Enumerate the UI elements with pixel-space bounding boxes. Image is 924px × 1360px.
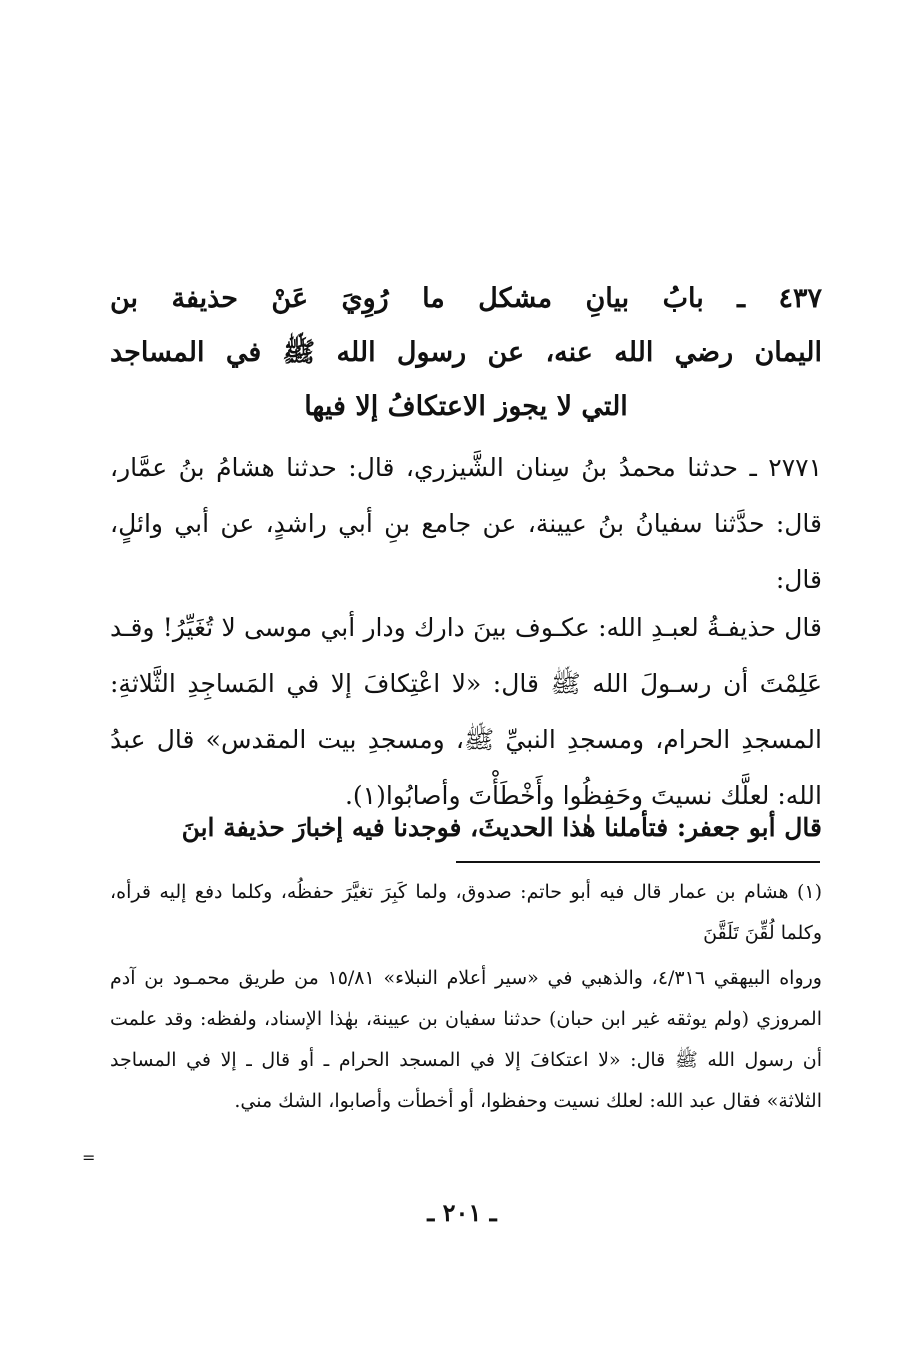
commentary-paragraph: قال أبو جعفر: فتأملنا هٰذا الحديثَ، فوجدنا فيه إخبارَ حذيفة ابنَ: [181, 813, 822, 842]
footnote-separator: [456, 861, 820, 863]
hadith-isnad: ٢٧٧١ ـ حدثنا محمدُ بنُ سِنان الشَّيزري، قال: حدثنا هشامُ بنُ عمَّار، قال: حدَّثنا سفيانُ بنُ عيينة، عن جامع بنِ أبي راشدٍ، عن أبي وائلٍ، قال:: [110, 453, 822, 594]
chapter-title: [110, 272, 822, 434]
footnote-1: (١) هشام بن عمار قال فيه أبو حاتم: صدوق، ولما كَبِرَ تغيَّرَ حفظُه، وكلما دفع إليه قرأه، وكلما لُقِّنَ تَلَقَّنَ: [110, 881, 822, 944]
chapter-title-line-1: ٤٣٧ ـ بابُ بيانِ مشكل ما رُوِيَ عَنْ حذيفة بن: [110, 283, 822, 314]
chapter-title-line-2: اليمان رضي الله عنه، عن رسول الله ﷺ في المساجد: [110, 337, 822, 368]
hadith-matn: قال حذيفـةُ لعبـدِ الله: عكـوف بينَ دارك ودار أبي موسى لا تُغَيِّرُ! وقـد عَلِمْتَ أن رسـولَ الله ﷺ قال: «لا اعْتِكافَ إلا في المَساجِدِ الثَّلاثةِ: المسجدِ الحرام، ومسجدِ النبيِّ ﷺ، ومسجدِ بيت المقدس» قال عبدُ الله: لعلَّك نسيتَ وحَفِظُوا وأَخْطَأْتَ وأصابُوا(١).: [110, 613, 822, 810]
continuation-mark: =: [82, 1148, 96, 1167]
chapter-title-line-3: التي لا يجوز الاعتكافُ إلا فيها: [304, 391, 628, 422]
page-number: ـ ٢٠١ ـ: [427, 1198, 497, 1227]
footnote-1-continued: ورواه البيهقي ٤/٣١٦، والذهبي في «سير أعلام النبلاء» ١٥/٨١ من طريق محمـود بن آدم المروزي (ولم يوثقه غير ابن حبان) حدثنا سفيان بن عيينة، بهٰذا الإسناد، ولفظه: وقد علمت أن رسول الله ﷺ قال: «لا اعتكافَ إلا في المسجد الحرام ـ أو قال ـ إلا في المساجد الثلاثة» فقال عبد الله: لعلك نسيت وحفظوا، أو أخطأت وأصابوا، الشك مني.: [110, 967, 822, 1112]
footnotes: [110, 872, 822, 1126]
